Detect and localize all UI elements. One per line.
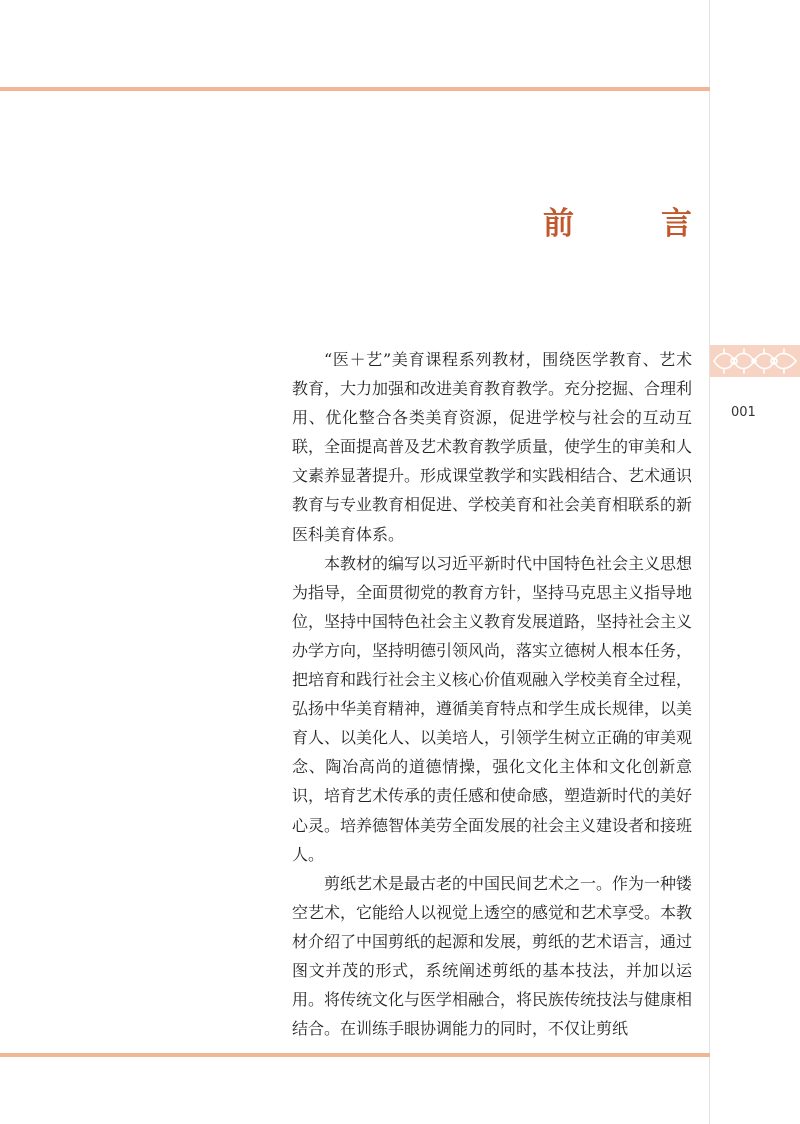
paper-cut-ornament-icon <box>710 345 800 377</box>
top-accent-rule <box>0 87 710 91</box>
preface-body <box>292 345 692 1043</box>
paragraph-3: 剪纸艺术是最古老的中国民间艺术之一。作为一种镂空艺术，它能给人以视觉上透空的感觉和艺术享受。本教材介绍了中国剪纸的起源和发展，剪纸的艺术语言，通过图文并茂的形式，系统阐述剪纸的基本技法，并加以运用。将传统文化与医学相融合，将民族传统技法与健康相结合。在训练手眼协调能力的同时，不仅让剪纸 <box>292 873 693 1039</box>
page-number: 001 <box>731 405 756 420</box>
paragraph-1: “医＋艺”美育课程系列教材，围绕医学教育、艺术教育，大力加强和改进美育教育教学。充分挖掘、合理利用、优化整合各类美育资源，促进学校与社会的互动互联，全面提高普及艺术教育教学质量，使学生的审美和人文素养显著提升。形成课堂教学和实践相结合、艺术通识教育与专业教育相促进、学校美育和社会美育相联系的新医科美育体系。 <box>292 350 693 544</box>
margin-divider <box>709 0 710 1124</box>
page-title: 前 言 <box>543 206 720 242</box>
paragraph-2: 本教材的编写以习近平新时代中国特色社会主义思想为指导，全面贯彻党的教育方针，坚持马克思主义指导地位，坚持中国特色社会主义教育发展道路，坚持社会主义办学方向，坚持明德引领风尚，落实立德树人根本任务，把培育和践行社会主义核心价值观融入学校美育全过程，弘扬中华美育精神，遵循美育特点和学生成长规律，以美育人、以美化人、以美培人，引领学生树立正确的审美观念、陶冶高尚的道德情操，强化文化主体和文化创新意识，培育艺术传承的责任感和使命感，塑造新时代的美好心灵。培养德智体美劳全面发展的社会主义建设者和接班人。 <box>292 553 693 864</box>
bottom-accent-rule <box>0 1053 710 1057</box>
